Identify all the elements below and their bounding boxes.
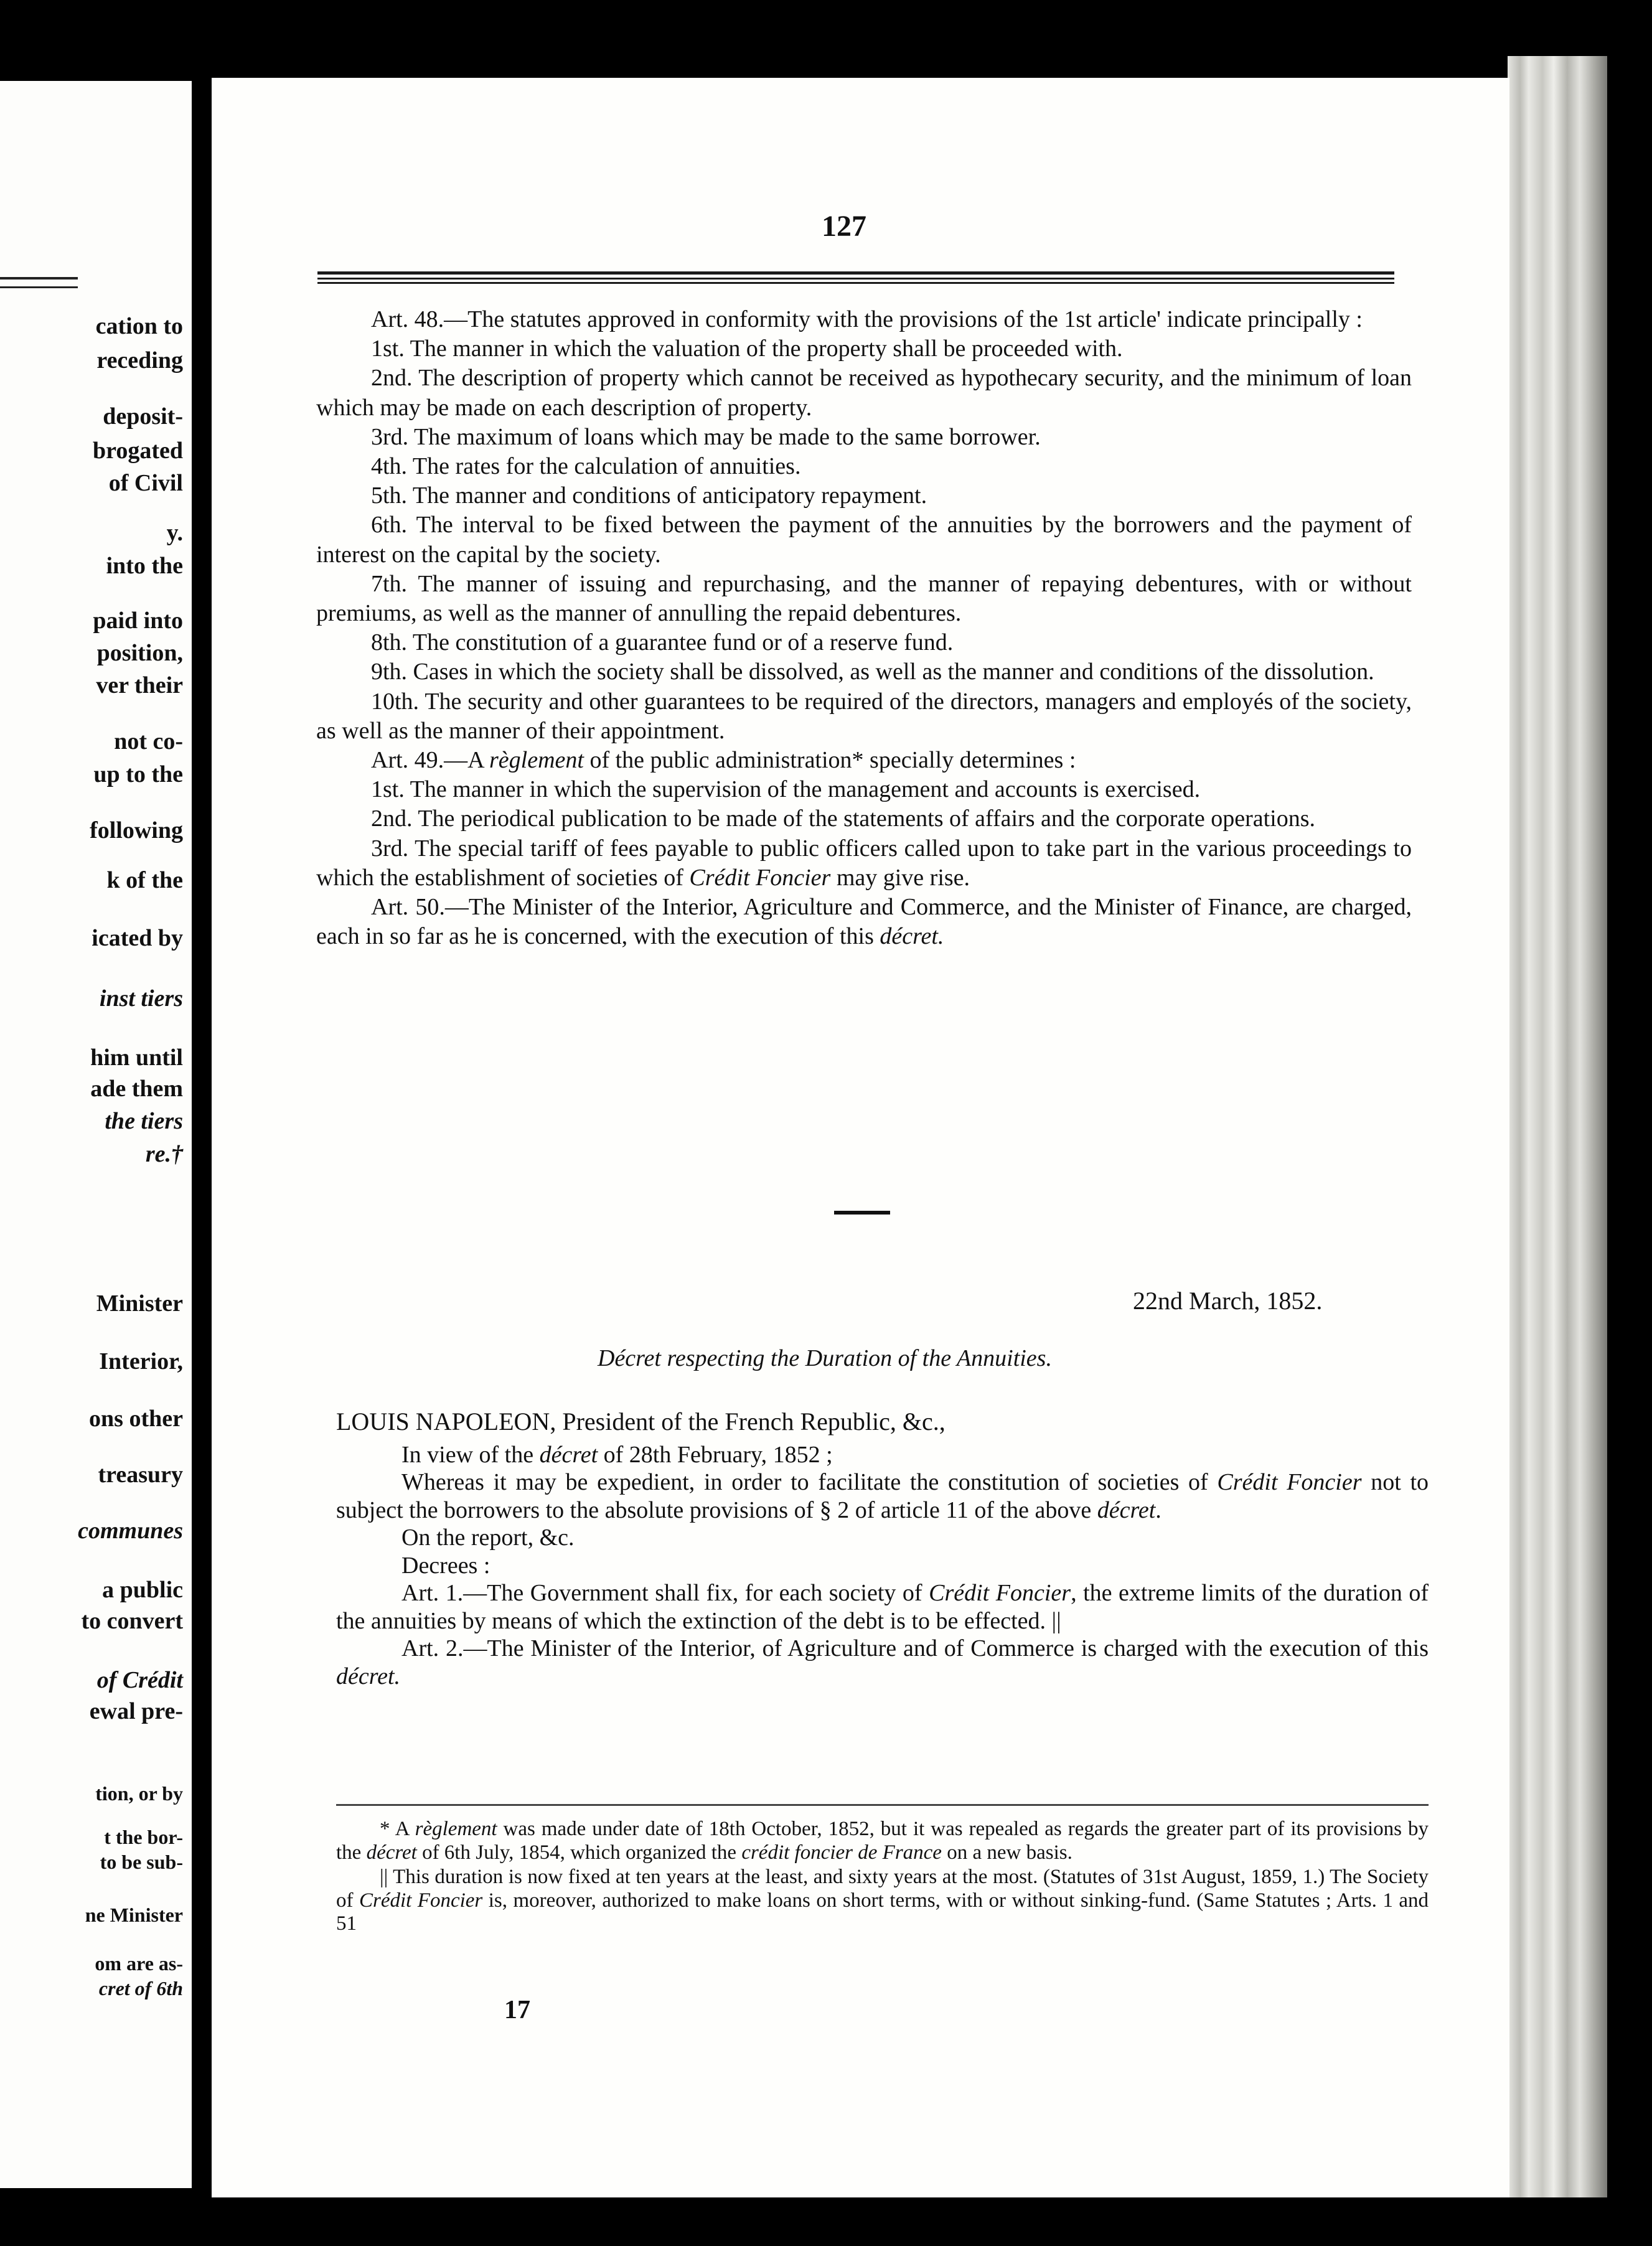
decree-view: In view of the décret of 28th February, 1852 ; <box>401 1441 833 1468</box>
articles-section <box>316 305 1412 951</box>
decree-date: 22nd March, 1852. <box>1133 1287 1323 1315</box>
left-page-line: of Crédit <box>96 1667 183 1693</box>
left-page-line: icated by <box>92 925 183 951</box>
header-rule <box>317 278 1394 280</box>
left-page-line: k of the <box>106 867 183 893</box>
left-page-line: cret of 6th <box>98 1977 183 1999</box>
left-page-line: him until <box>90 1045 183 1071</box>
article-48-item: 3rd. The maximum of loans which may be made to the same borrower. <box>371 423 1041 450</box>
left-page-line: following <box>90 817 183 843</box>
left-page-line: re.† <box>145 1141 183 1167</box>
left-page-line: inst tiers <box>99 985 183 1012</box>
article-48-item: 5th. The manner and conditions of anticipatory repayment. <box>371 482 927 509</box>
left-page-line: t the bor- <box>104 1826 183 1848</box>
page-number: 127 <box>822 210 866 243</box>
decree-title: Décret respecting the Duration of the Annuities. <box>598 1345 1052 1371</box>
left-page-line: to be sub- <box>100 1851 183 1873</box>
left-page-line: not co- <box>114 728 183 754</box>
left-page-line: tion, or by <box>95 1782 183 1805</box>
header-rule <box>317 282 1394 284</box>
left-page-line: cation to <box>95 313 183 339</box>
left-page-line: ade them <box>90 1076 183 1102</box>
article-48-item: 9th. Cases in which the society shall be dissolved, as well as the manner and conditions of the dissolution. <box>371 659 1374 685</box>
left-page-line: communes <box>78 1518 183 1544</box>
left-page-line: of Civil <box>108 470 183 496</box>
page-edges <box>1508 56 1607 2197</box>
footnote-1: * A règlement was made under date of 18th October, 1852, but it was repealed as regards the greater part of its provisions by the décret of 6th July, 1854, which organized the crédit foncier de France on a new basis. <box>336 1818 1429 1864</box>
article-48-item: 1st. The manner in which the valuation of the property shall be proceeded with. <box>371 336 1123 362</box>
article-48-item: 6th. The interval to be fixed between the payment of the annuities by the borrowers and the payment of interest on the capital by the society. <box>316 512 1412 568</box>
left-page-line: a public <box>102 1577 183 1603</box>
article-49-item: 2nd. The periodical publication to be made of the statements of affairs and the corporate operations. <box>371 806 1316 832</box>
decree-report: On the report, &c. <box>401 1525 575 1551</box>
article-48-item: 2nd. The description of property which cannot be received as hypothecary security, and the minimum of loan which may be made on each description of property. <box>316 365 1412 421</box>
article-49: Art. 49.—A règlement of the public administration* specially determines : <box>371 747 1076 774</box>
left-page-line: treasury <box>98 1462 183 1488</box>
left-page-line: into the <box>106 553 183 579</box>
footnote-2: || This duration is now fixed at ten years at the least, and sixty years at the most. (Statutes of 31st August, 1859, 1.) The Society of Crédit Foncier is, moreover, authorized to make loans on short terms, with or without sinking-fund. (Same Statutes ; Arts. 1 and 51 <box>336 1866 1429 1935</box>
left-page-line: brogated <box>93 438 183 464</box>
article-48-item: 8th. The constitution of a guarantee fund or of a reserve fund. <box>371 629 954 656</box>
left-page-rule <box>0 277 78 280</box>
left-page-line: ne Minister <box>85 1904 183 1926</box>
signature-mark: 17 <box>504 1996 530 2024</box>
article-49-item: 3rd. The special tariff of fees payable to public officers called upon to take part in the various proceedings to which the establishment of societies of Crédit Foncier may give rise. <box>316 835 1412 891</box>
left-page-line: Interior, <box>99 1348 183 1374</box>
left-page-line: up to the <box>93 761 183 787</box>
article-50: Art. 50.—The Minister of the Interior, Agriculture and Commerce, and the Minister of Finance, are charged, each in so far as he is concerned, with the execution of this décret. <box>316 894 1412 950</box>
left-page-line: receding <box>96 347 183 374</box>
footnote-rule <box>336 1804 1429 1806</box>
decree-article-1: Art. 1.—The Government shall fix, for each society of Crédit Foncier, the extreme limits of the duration of the annuities by means of which the extinction of the debt is to be effected. || <box>336 1580 1429 1634</box>
left-page-line: to convert <box>81 1608 183 1634</box>
article-48-item: 10th. The security and other guarantees to be required of the directors, managers and employés of the society, as well as the manner of their appointment. <box>316 688 1412 744</box>
decree-decrees: Decrees : <box>401 1552 490 1579</box>
left-page-line: paid into <box>93 608 183 634</box>
left-page-line: y. <box>166 520 183 546</box>
left-page-line: deposit- <box>103 403 183 430</box>
left-page-line: ons other <box>89 1406 183 1432</box>
left-page-line: ver their <box>96 672 183 698</box>
left-facing-page <box>0 81 192 2188</box>
left-page-line: the tiers <box>105 1108 183 1134</box>
decree-whereas: Whereas it may be expedient, in order to facilitate the constitution of societies of Crédit Foncier not to subject the borrowers to the absolute provisions of § 2 of article 11 of the above décret. <box>336 1469 1429 1523</box>
footnotes <box>336 1818 1429 1937</box>
article-48: Art. 48.—The statutes approved in conformity with the provisions of the 1st article' indicate principally : <box>371 306 1363 332</box>
header-rule <box>317 271 1394 275</box>
left-page-line: om are as- <box>95 1952 183 1975</box>
article-48-item: 7th. The manner of issuing and repurchasing, and the manner of repaying debentures, with or without premiums, as well as the manner of annulling the repaid debentures. <box>316 570 1412 627</box>
section-separator <box>834 1211 890 1215</box>
decree-article-2: Art. 2.—The Minister of the Interior, of Agriculture and of Commerce is charged with the execution of this décret. <box>336 1635 1429 1689</box>
decree-body <box>336 1408 1429 1690</box>
left-page-rule <box>0 286 78 288</box>
left-page-line: position, <box>96 640 183 666</box>
article-49-item: 1st. The manner in which the supervision of the management and accounts is exercised. <box>371 776 1201 803</box>
left-page-line: Minister <box>96 1290 183 1317</box>
decree-issuer: LOUIS NAPOLEON, President of the French Republic, &c., <box>336 1407 946 1435</box>
left-page-line: ewal pre- <box>89 1698 183 1724</box>
article-48-item: 4th. The rates for the calculation of annuities. <box>371 453 801 480</box>
